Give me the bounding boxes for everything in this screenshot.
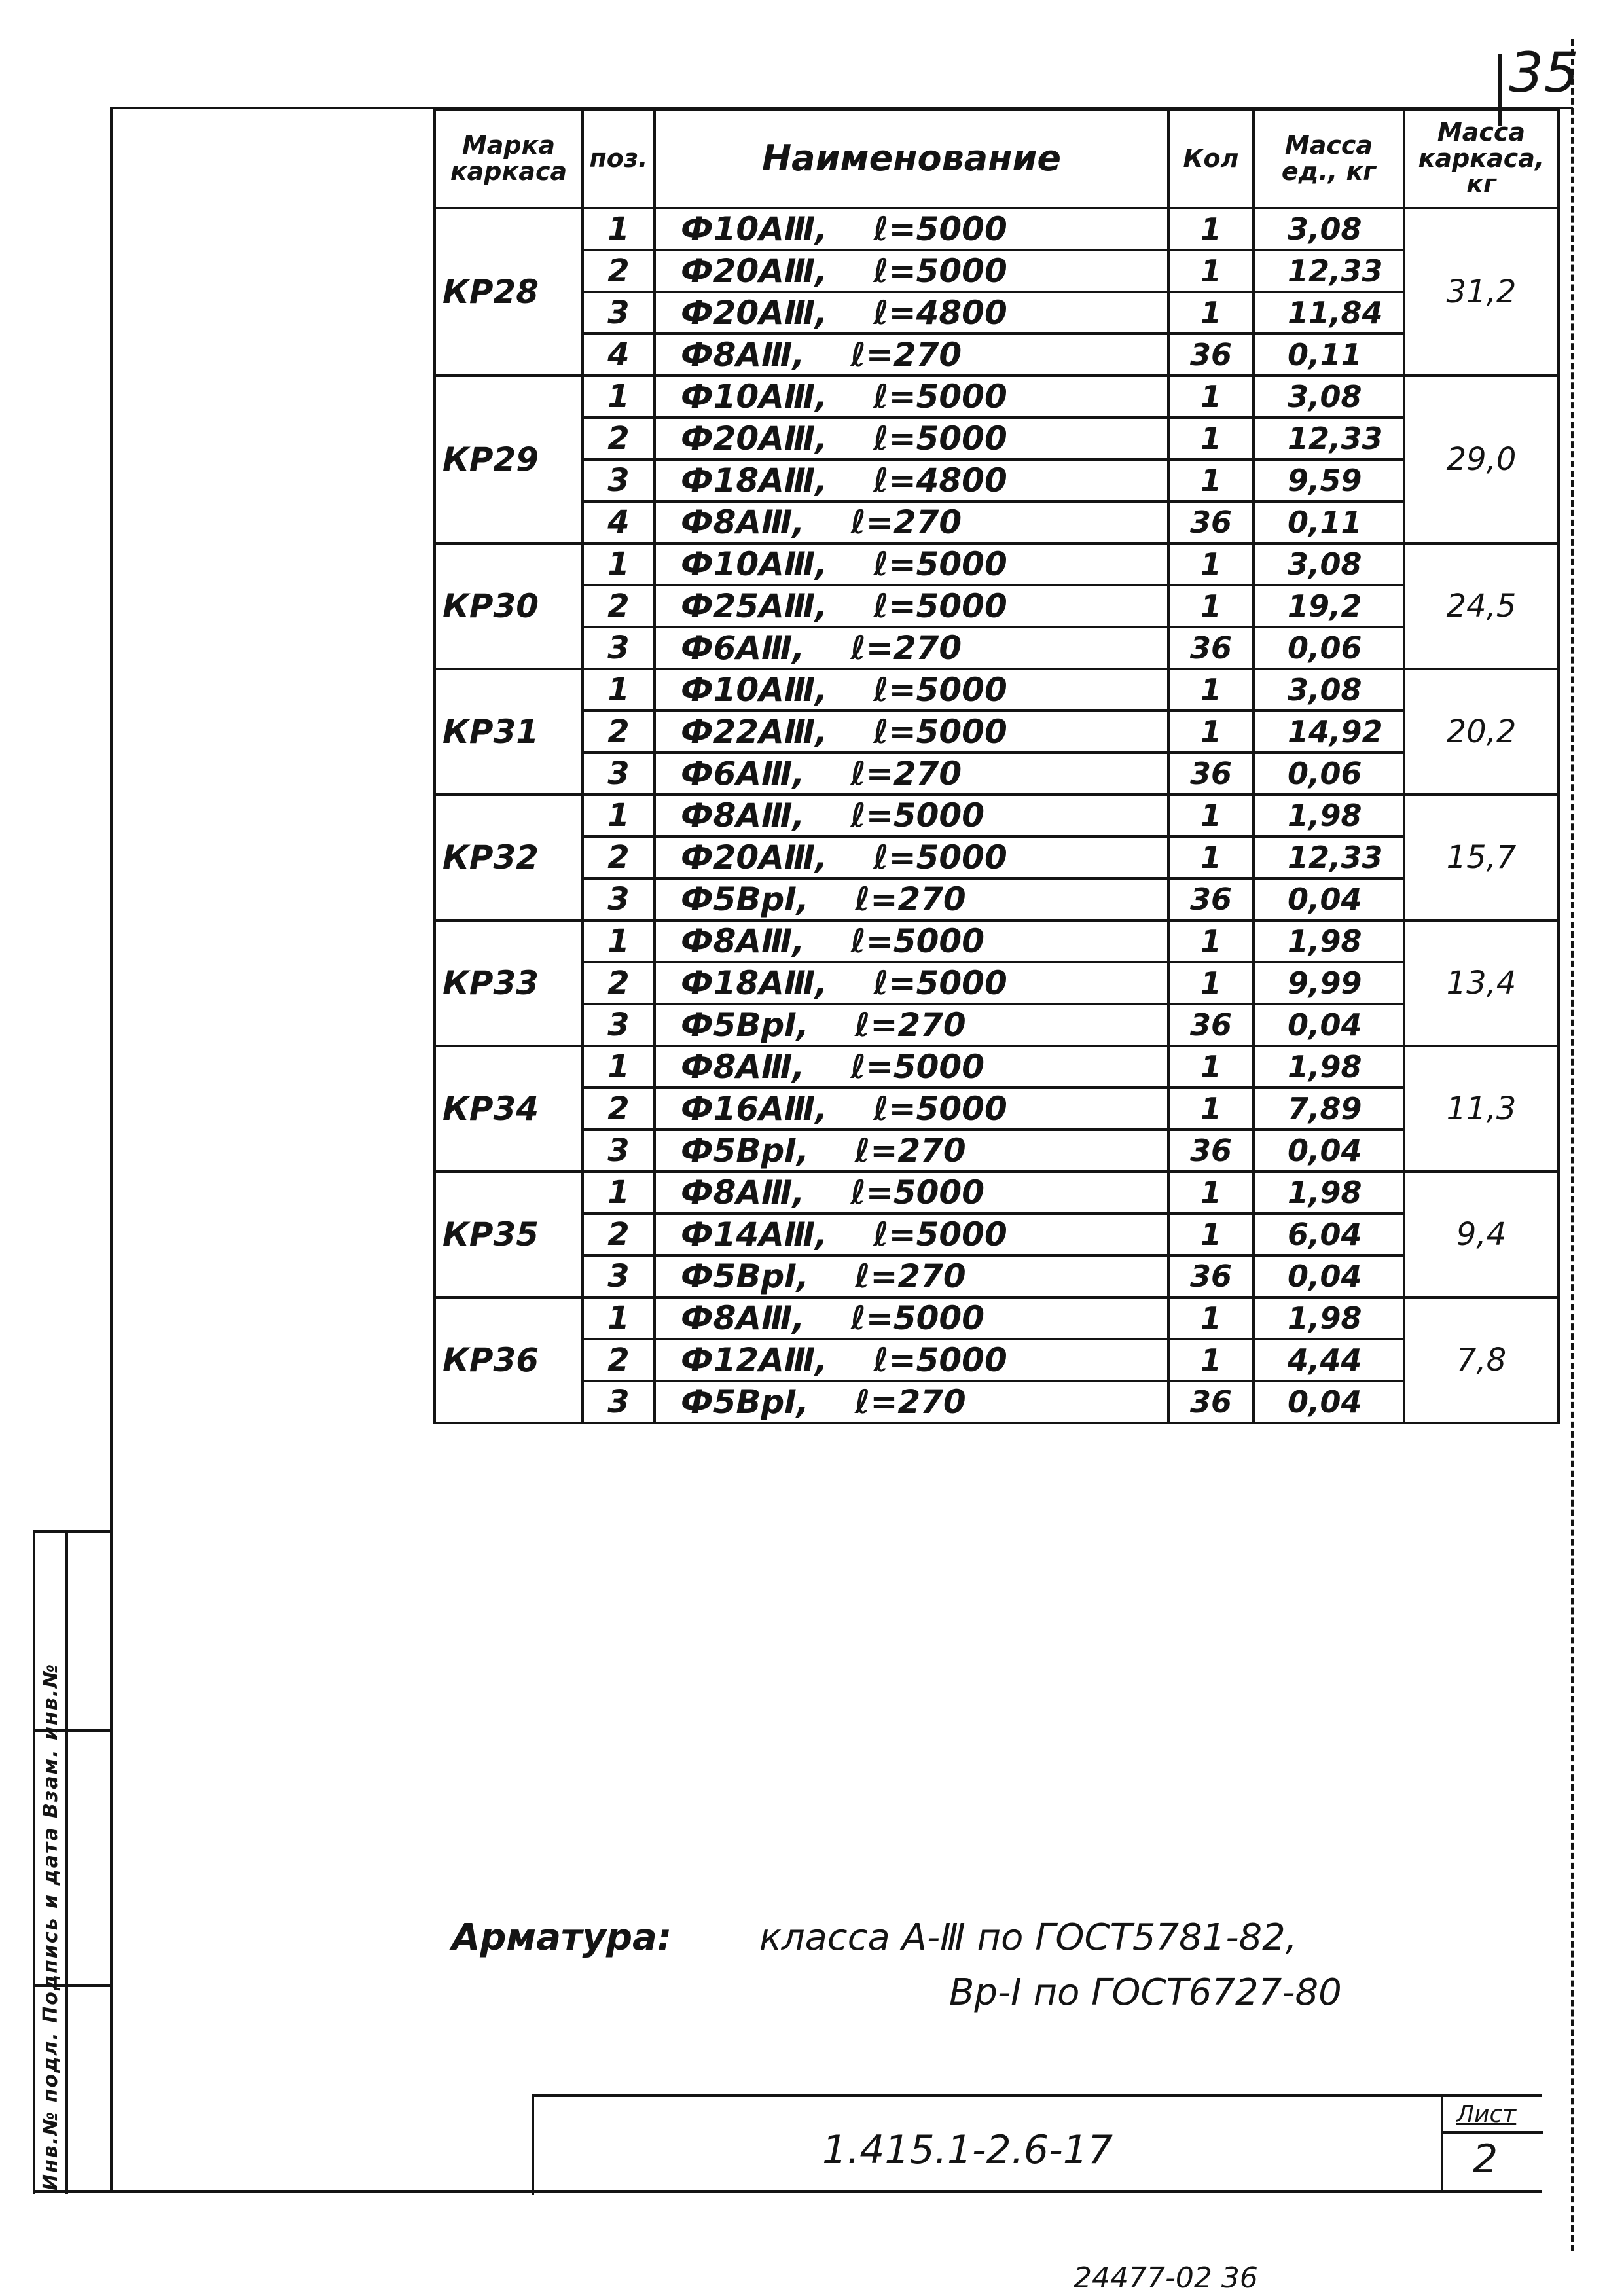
name-cell [655,1339,1168,1381]
bar-length: ℓ=270 [850,503,962,541]
name-cell [655,1046,1168,1088]
table-row [435,836,1559,878]
name-cell [655,836,1168,878]
bar-designation: Ф8АⅢ, [681,503,805,541]
frame-mark: КР29 [435,376,583,543]
bar-designation: Ф6АⅢ, [681,755,805,793]
header-name: Наименование [655,109,1168,208]
bar-designation: Ф10АⅢ, [681,671,828,709]
table-row [435,1381,1559,1423]
bar-designation: Ф6АⅢ, [681,629,805,667]
table-row [435,1172,1559,1213]
name-cell [655,418,1168,459]
quantity-cell: 1 [1168,418,1254,459]
bar-length: ℓ=270 [854,1383,966,1421]
frame-mark: КР31 [435,669,583,795]
quantity-cell: 1 [1168,1046,1254,1088]
quantity-cell: 36 [1168,1381,1254,1423]
frame-mark: КР35 [435,1172,583,1297]
position-cell: 3 [583,627,655,669]
bar-designation: Ф22АⅢ, [681,713,828,751]
bar-length: ℓ=5000 [873,420,1007,457]
bar-length: ℓ=5000 [873,713,1007,751]
unit-mass-cell: 6,04 [1254,1213,1404,1255]
frame-mass-cell: 20,2 [1404,669,1559,795]
quantity-cell: 36 [1168,334,1254,376]
table-row [435,250,1559,292]
unit-mass-cell: 12,33 [1254,836,1404,878]
position-cell: 2 [583,418,655,459]
quantity-cell: 1 [1168,920,1254,962]
bar-length: ℓ=5000 [873,545,1007,583]
bar-length: ℓ=270 [854,880,966,918]
unit-mass-cell: 3,08 [1254,543,1404,585]
unit-mass-cell: 11,84 [1254,292,1404,334]
specification-table [433,108,1560,1424]
unit-mass-cell: 3,08 [1254,376,1404,418]
header-frame-mass: Масса каркаса, кг [1404,109,1559,208]
unit-mass-cell: 12,33 [1254,250,1404,292]
bar-designation: Ф20АⅢ, [681,838,828,876]
frame-mass-cell: 7,8 [1404,1297,1559,1423]
position-cell: 1 [583,920,655,962]
position-cell: 1 [583,1297,655,1339]
table-row [435,585,1559,627]
name-cell [655,920,1168,962]
table-row [435,1046,1559,1088]
position-cell: 4 [583,334,655,376]
bar-designation: Ф8АⅢ, [681,1299,805,1337]
bar-designation: Ф5ВрⅠ, [681,880,809,918]
quantity-cell: 1 [1168,208,1254,250]
bar-length: ℓ=5000 [873,838,1007,876]
bar-designation: Ф20АⅢ, [681,420,828,457]
unit-mass-cell: 9,99 [1254,962,1404,1004]
bar-designation: Ф10АⅢ, [681,210,828,248]
bar-designation: Ф5ВрⅠ, [681,1006,809,1044]
name-cell [655,962,1168,1004]
bar-designation: Ф8АⅢ, [681,1048,805,1086]
bar-length: ℓ=4800 [873,294,1007,332]
table-row [435,543,1559,585]
position-cell: 2 [583,836,655,878]
position-cell: 3 [583,459,655,501]
name-cell [655,250,1168,292]
name-cell [655,1004,1168,1046]
position-cell: 2 [583,1213,655,1255]
specification-body [435,208,1559,1423]
bar-length: ℓ=270 [854,1257,966,1295]
bar-length: ℓ=5000 [850,922,984,960]
unit-mass-cell: 1,98 [1254,1046,1404,1088]
frame-mass-cell: 11,3 [1404,1046,1559,1172]
name-cell [655,1255,1168,1297]
bar-length: ℓ=270 [850,629,962,667]
header-position: поз. [583,109,655,208]
name-cell [655,1172,1168,1213]
bar-length: ℓ=5000 [873,252,1007,290]
quantity-cell: 36 [1168,753,1254,795]
quantity-cell: 36 [1168,1004,1254,1046]
table-row [435,501,1559,543]
quantity-cell: 1 [1168,1172,1254,1213]
bar-length: ℓ=270 [850,336,962,374]
bar-length: ℓ=5000 [873,1215,1007,1253]
bar-designation: Ф20АⅢ, [681,294,828,332]
quantity-cell: 1 [1168,669,1254,711]
table-row [435,920,1559,962]
name-cell [655,585,1168,627]
unit-mass-cell: 0,06 [1254,753,1404,795]
quantity-cell: 1 [1168,711,1254,753]
table-row [435,376,1559,418]
unit-mass-cell: 4,44 [1254,1339,1404,1381]
name-cell [655,669,1168,711]
quantity-cell: 1 [1168,1088,1254,1130]
unit-mass-cell: 14,92 [1254,711,1404,753]
unit-mass-cell: 0,04 [1254,1381,1404,1423]
bar-length: ℓ=5000 [850,797,984,834]
position-cell: 2 [583,585,655,627]
bar-length: ℓ=4800 [873,461,1007,499]
note-line-2: Вр-Ⅰ по ГОСТ6727-80 [949,1971,1342,2014]
table-row [435,208,1559,250]
name-cell [655,1381,1168,1423]
bar-length: ℓ=5000 [850,1048,984,1086]
unit-mass-cell: 1,98 [1254,920,1404,962]
position-cell: 4 [583,501,655,543]
unit-mass-cell: 1,98 [1254,1297,1404,1339]
unit-mass-cell: 0,11 [1254,334,1404,376]
name-cell [655,208,1168,250]
name-cell [655,334,1168,376]
bar-designation: Ф10АⅢ, [681,378,828,416]
unit-mass-cell: 7,89 [1254,1088,1404,1130]
frame-mark: КР34 [435,1046,583,1172]
name-cell [655,292,1168,334]
position-cell: 1 [583,1046,655,1088]
quantity-cell: 1 [1168,376,1254,418]
frame-mass-cell: 24,5 [1404,543,1559,669]
position-cell: 2 [583,1339,655,1381]
unit-mass-cell: 1,98 [1254,1172,1404,1213]
quantity-cell: 1 [1168,1297,1254,1339]
bar-length: ℓ=270 [854,1132,966,1170]
stamp-text: Инв.№ подл. Подпись и дата Взам. инв.№ [39,1662,62,2191]
frame-mark: КР33 [435,920,583,1046]
table-row [435,627,1559,669]
sheet-number: 2 [1473,2136,1498,2182]
bar-designation: Ф14АⅢ, [681,1215,828,1253]
unit-mass-cell: 3,08 [1254,669,1404,711]
table-row [435,1004,1559,1046]
position-cell: 2 [583,962,655,1004]
position-cell: 2 [583,250,655,292]
approval-stamp-strip [33,1530,113,2194]
page-number: 35 [1509,41,1579,105]
table-row [435,711,1559,753]
stamp-column-divider [65,1533,68,2194]
quantity-cell: 1 [1168,1339,1254,1381]
quantity-cell: 1 [1168,459,1254,501]
table-row [435,669,1559,711]
bar-designation: Ф5ВрⅠ, [681,1132,809,1170]
frame-mark: КР32 [435,795,583,920]
position-cell: 1 [583,543,655,585]
quantity-cell: 36 [1168,627,1254,669]
bar-length: ℓ=5000 [873,1090,1007,1128]
position-cell: 2 [583,1088,655,1130]
quantity-cell: 1 [1168,543,1254,585]
table-row [435,878,1559,920]
table-row [435,1088,1559,1130]
bar-length: ℓ=5000 [873,671,1007,709]
quantity-cell: 1 [1168,250,1254,292]
quantity-cell: 1 [1168,795,1254,836]
sheet-label: Лист [1456,2101,1517,2128]
frame-mass-cell: 9,4 [1404,1172,1559,1297]
position-cell: 3 [583,1130,655,1172]
position-cell: 2 [583,711,655,753]
table-row [435,1255,1559,1297]
frame-mark: КР36 [435,1297,583,1423]
unit-mass-cell: 0,04 [1254,1255,1404,1297]
sheet-cell [1441,2097,1543,2193]
name-cell [655,711,1168,753]
bar-designation: Ф8АⅢ, [681,797,805,834]
name-cell [655,376,1168,418]
bar-length: ℓ=5000 [873,964,1007,1002]
quantity-cell: 1 [1168,962,1254,1004]
unit-mass-cell: 0,04 [1254,878,1404,920]
table-row [435,292,1559,334]
position-cell: 3 [583,878,655,920]
frame-mass-cell: 15,7 [1404,795,1559,920]
note-label: Арматура: [452,1916,672,1959]
position-cell: 1 [583,376,655,418]
table-row [435,1339,1559,1381]
bar-length: ℓ=5000 [850,1174,984,1211]
bar-designation: Ф18АⅢ, [681,964,828,1002]
position-cell: 3 [583,753,655,795]
header-mark: Марка каркаса [435,109,583,208]
quantity-cell: 36 [1168,501,1254,543]
position-cell: 3 [583,1381,655,1423]
table-row [435,334,1559,376]
bar-designation: Ф8АⅢ, [681,922,805,960]
table-row [435,962,1559,1004]
bar-designation: Ф10АⅢ, [681,545,828,583]
quantity-cell: 1 [1168,292,1254,334]
position-cell: 3 [583,292,655,334]
quantity-cell: 36 [1168,1255,1254,1297]
position-cell: 1 [583,1172,655,1213]
bar-length: ℓ=270 [854,1006,966,1044]
position-cell: 1 [583,669,655,711]
bar-designation: Ф18АⅢ, [681,461,828,499]
unit-mass-cell: 3,08 [1254,208,1404,250]
table-header-row [435,109,1559,208]
bar-length: ℓ=5000 [873,210,1007,248]
name-cell [655,627,1168,669]
table-row [435,1297,1559,1339]
name-cell [655,1297,1168,1339]
bar-designation: Ф8АⅢ, [681,336,805,374]
bar-length: ℓ=5000 [873,1341,1007,1379]
quantity-cell: 1 [1168,836,1254,878]
table-row [435,1130,1559,1172]
name-cell [655,543,1168,585]
table-row [435,753,1559,795]
sheet-divider [1443,2131,1543,2134]
name-cell [655,795,1168,836]
unit-mass-cell: 0,06 [1254,627,1404,669]
bar-length: ℓ=5000 [873,378,1007,416]
frame-mark: КР30 [435,543,583,669]
quantity-cell: 1 [1168,1213,1254,1255]
quantity-cell: 36 [1168,1130,1254,1172]
table-row [435,1213,1559,1255]
header-unit-mass: Масса ед., кг [1254,109,1404,208]
unit-mass-cell: 19,2 [1254,585,1404,627]
unit-mass-cell: 0,04 [1254,1130,1404,1172]
bar-designation: Ф20АⅢ, [681,252,828,290]
quantity-cell: 1 [1168,585,1254,627]
unit-mass-cell: 12,33 [1254,418,1404,459]
name-cell [655,1213,1168,1255]
name-cell [655,1130,1168,1172]
bar-designation: Ф25АⅢ, [681,587,828,625]
note-line-1: класса А-Ⅲ по ГОСТ5781-82, [759,1916,1297,1959]
bar-designation: Ф16АⅢ, [681,1090,828,1128]
name-cell [655,501,1168,543]
bar-length: ℓ=5000 [850,1299,984,1337]
unit-mass-cell: 0,11 [1254,501,1404,543]
document-code: 1.415.1-2.6-17 [822,2127,1113,2173]
frame-mark: КР28 [435,208,583,376]
table-row [435,795,1559,836]
name-cell [655,1088,1168,1130]
frame-mass-cell: 31,2 [1404,208,1559,376]
header-quantity: Кол [1168,109,1254,208]
position-cell: 3 [583,1004,655,1046]
unit-mass-cell: 9,59 [1254,459,1404,501]
bar-designation: Ф12АⅢ, [681,1341,828,1379]
position-cell: 1 [583,795,655,836]
bar-designation: Ф8АⅢ, [681,1174,805,1211]
table-row [435,418,1559,459]
position-cell: 1 [583,208,655,250]
name-cell [655,459,1168,501]
unit-mass-cell: 1,98 [1254,795,1404,836]
bar-length: ℓ=5000 [873,587,1007,625]
title-block [532,2094,1542,2195]
bar-length: ℓ=270 [850,755,962,793]
unit-mass-cell: 0,04 [1254,1004,1404,1046]
position-cell: 3 [583,1255,655,1297]
archive-number: 24477-02 36 [1074,2261,1258,2295]
frame-mass-cell: 29,0 [1404,376,1559,543]
table-row [435,459,1559,501]
bar-designation: Ф5ВрⅠ, [681,1257,809,1295]
frame-mass-cell: 13,4 [1404,920,1559,1046]
name-cell [655,878,1168,920]
bar-designation: Ф5ВрⅠ, [681,1383,809,1421]
frame-right-border [1571,39,1574,2251]
name-cell [655,753,1168,795]
quantity-cell: 36 [1168,878,1254,920]
